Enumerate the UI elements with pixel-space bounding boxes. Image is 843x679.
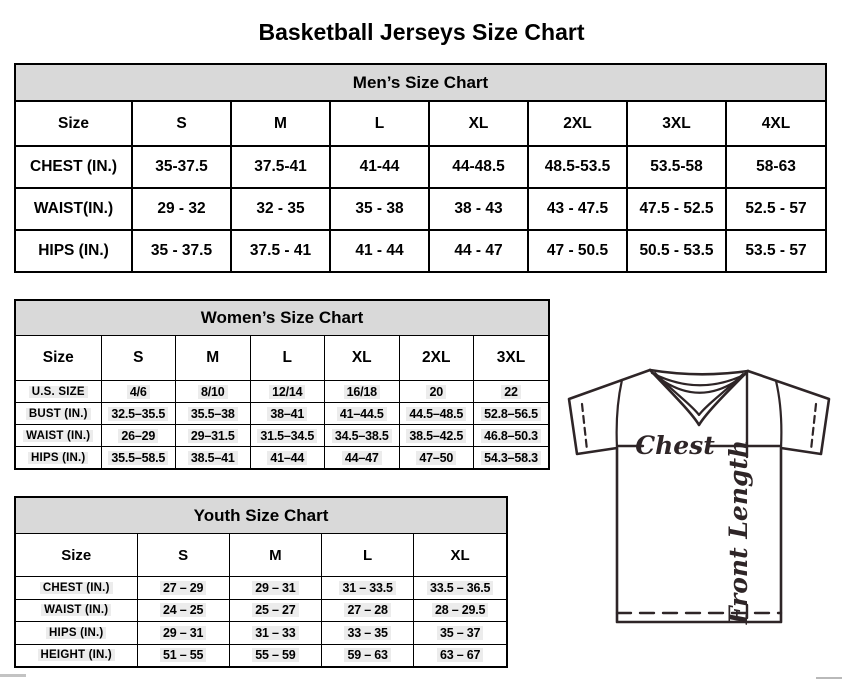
size-value-text: 32.5–35.5 — [108, 407, 168, 421]
size-value-cell — [132, 146, 231, 188]
row-label — [16, 230, 132, 271]
size-header-row — [16, 336, 548, 381]
size-value-text: 47–50 — [416, 451, 456, 465]
size-value-text: 35 - 37.5 — [150, 242, 213, 259]
size-value-cell — [176, 403, 251, 425]
row-label — [16, 447, 101, 469]
row-label-text: U.S. SIZE — [29, 386, 88, 398]
size-value-text: 24 – 25 — [160, 603, 206, 617]
row-label — [16, 403, 101, 425]
size-value-cell — [429, 230, 528, 271]
size-value-cell — [176, 381, 251, 403]
size-value-cell — [429, 188, 528, 230]
size-column-header: L — [330, 102, 429, 146]
size-value-text: 44 - 47 — [454, 242, 503, 259]
size-value-text: 32 - 35 — [256, 200, 305, 217]
size-value-cell — [325, 403, 400, 425]
size-value-text: 35 – 37 — [437, 626, 483, 640]
row-label — [16, 425, 101, 447]
size-value-text: 51 – 55 — [160, 648, 206, 662]
size-value-text: 48.5-53.5 — [544, 158, 611, 175]
size-value-cell — [627, 230, 726, 271]
size-value-text: 31 – 33.5 — [339, 581, 395, 595]
size-value-cell — [325, 425, 400, 447]
jersey-outline — [569, 370, 829, 622]
row-label — [16, 381, 101, 403]
measurement-row — [16, 622, 506, 645]
size-value-cell — [414, 599, 506, 622]
size-header-row — [16, 102, 825, 146]
size-value-text: 29–31.5 — [188, 429, 238, 443]
row-label-text: WAIST (IN.) — [41, 604, 111, 616]
measurement-row — [16, 447, 548, 469]
size-value-cell — [627, 146, 726, 188]
size-value-cell — [726, 188, 825, 230]
size-value-cell — [137, 644, 229, 666]
size-value-text: 55 – 59 — [252, 648, 298, 662]
size-value-cell — [137, 599, 229, 622]
size-value-text: 41-44 — [359, 158, 400, 175]
size-value-cell — [414, 622, 506, 645]
size-value-cell — [399, 381, 474, 403]
size-value-cell — [250, 425, 325, 447]
size-value-cell — [229, 599, 321, 622]
size-value-text: 35 - 38 — [355, 200, 404, 217]
size-value-text: 4/6 — [127, 385, 150, 399]
size-value-cell — [250, 403, 325, 425]
size-value-cell — [330, 146, 429, 188]
size-value-text: 33 – 35 — [344, 626, 390, 640]
size-value-cell — [322, 622, 414, 645]
front-length-label: Front Length — [724, 439, 753, 625]
size-column-header: 2XL — [399, 336, 474, 381]
size-value-cell — [474, 381, 549, 403]
size-value-cell — [231, 230, 330, 271]
measurement-row — [16, 230, 825, 271]
right-sleeve-seam — [776, 381, 781, 448]
chest-label: Chest — [635, 431, 715, 460]
row-label — [16, 644, 137, 666]
measurement-row — [16, 381, 548, 403]
womens-size-chart — [14, 299, 550, 470]
size-value-text: 50.5 - 53.5 — [639, 242, 714, 259]
size-value-text: 41–44 — [267, 451, 307, 465]
size-value-cell — [474, 403, 549, 425]
size-value-cell — [399, 447, 474, 469]
row-label-text: HIPS (IN.) — [38, 242, 109, 259]
size-column-header: XL — [429, 102, 528, 146]
size-value-cell — [132, 188, 231, 230]
size-value-text: 8/10 — [198, 385, 228, 399]
row-label — [16, 577, 137, 600]
size-value-cell — [132, 230, 231, 271]
size-column-header: XL — [414, 534, 506, 577]
size-value-cell — [627, 188, 726, 230]
size-value-cell — [414, 577, 506, 600]
size-value-cell — [325, 381, 400, 403]
size-value-text: 53.5 - 57 — [745, 242, 807, 259]
size-value-cell — [322, 599, 414, 622]
size-column-header: S — [101, 336, 176, 381]
size-value-text: 26–29 — [118, 429, 158, 443]
size-label-header: Size — [16, 102, 132, 146]
size-value-text: 22 — [501, 385, 521, 399]
size-value-text: 43 - 47.5 — [546, 200, 609, 217]
youth-size-chart — [14, 496, 508, 668]
size-column-header: S — [137, 534, 229, 577]
measurement-row — [16, 146, 825, 188]
size-value-text: 52.8–56.5 — [481, 407, 541, 421]
size-value-text: 41 - 44 — [355, 242, 404, 259]
row-label-text: WAIST (IN.) — [23, 430, 93, 442]
size-value-text: 31.5–34.5 — [257, 429, 317, 443]
measurement-row — [16, 425, 548, 447]
size-value-text: 38–41 — [267, 407, 307, 421]
row-label-text: HEIGHT (IN.) — [38, 649, 115, 661]
size-column-header: L — [322, 534, 414, 577]
size-label-header: Size — [16, 336, 101, 381]
size-value-text: 44–47 — [342, 451, 382, 465]
row-label — [16, 599, 137, 622]
size-value-cell — [429, 146, 528, 188]
size-column-header: 4XL — [726, 102, 825, 146]
size-column-header: 3XL — [627, 102, 726, 146]
size-value-text: 38.5–41 — [188, 451, 238, 465]
left-sleeve-seam — [617, 380, 622, 448]
size-value-cell — [414, 644, 506, 666]
size-value-text: 35.5–38 — [188, 407, 238, 421]
size-value-text: 27 – 28 — [344, 603, 390, 617]
size-value-text: 53.5-58 — [650, 158, 703, 175]
row-label — [16, 146, 132, 188]
size-value-text: 35-37.5 — [155, 158, 208, 175]
size-value-text: 63 – 67 — [437, 648, 483, 662]
row-label-text: HIPS (IN.) — [28, 452, 88, 464]
mens-size-chart — [14, 63, 827, 273]
size-value-cell — [726, 146, 825, 188]
size-value-text: 37.5-41 — [254, 158, 307, 175]
size-label-header: Size — [16, 534, 137, 577]
size-value-text: 38.5–42.5 — [406, 429, 466, 443]
row-label-text: WAIST(IN.) — [33, 200, 114, 217]
size-value-text: 33.5 – 36.5 — [427, 581, 493, 595]
size-value-text: 35.5–58.5 — [108, 451, 168, 465]
womens-size-table — [16, 336, 548, 468]
size-value-text: 44-48.5 — [452, 158, 505, 175]
youth-size-table — [16, 534, 506, 666]
size-value-cell — [231, 146, 330, 188]
size-value-cell — [229, 644, 321, 666]
size-value-cell — [250, 381, 325, 403]
size-value-cell — [528, 230, 627, 271]
size-value-text: 37.5 - 41 — [249, 242, 312, 259]
size-column-header: S — [132, 102, 231, 146]
left-cuff-stitch — [582, 404, 587, 450]
size-value-text: 41–44.5 — [337, 407, 387, 421]
size-value-cell — [231, 188, 330, 230]
row-label-text: CHEST (IN.) — [30, 158, 117, 175]
size-value-cell — [101, 425, 176, 447]
size-value-cell — [322, 644, 414, 666]
size-value-cell — [399, 425, 474, 447]
size-value-cell — [474, 425, 549, 447]
size-value-cell — [330, 188, 429, 230]
collar-top-line — [650, 370, 748, 374]
size-value-text: 47 - 50.5 — [546, 242, 609, 259]
size-value-text: 47.5 - 52.5 — [639, 200, 714, 217]
row-label-text: BUST (IN.) — [26, 408, 91, 420]
youth-chart-title: Youth Size Chart — [16, 498, 506, 534]
size-value-cell — [176, 447, 251, 469]
size-value-text: 38 - 43 — [454, 200, 503, 217]
size-column-header: M — [229, 534, 321, 577]
size-value-cell — [229, 622, 321, 645]
row-label-text: CHEST (IN.) — [40, 582, 113, 594]
measurement-row — [16, 403, 548, 425]
measurement-row — [16, 188, 825, 230]
size-value-text: 12/14 — [269, 385, 305, 399]
size-value-text: 46.8–50.3 — [481, 429, 541, 443]
size-value-cell — [528, 146, 627, 188]
size-value-text: 52.5 - 57 — [745, 200, 807, 217]
size-column-header: XL — [325, 336, 400, 381]
mens-size-table — [16, 102, 825, 271]
size-value-cell — [101, 403, 176, 425]
size-value-cell — [726, 230, 825, 271]
size-value-cell — [176, 425, 251, 447]
size-column-header: L — [250, 336, 325, 381]
size-value-cell — [229, 577, 321, 600]
measurement-row — [16, 599, 506, 622]
size-value-text: 44.5–48.5 — [406, 407, 466, 421]
size-value-cell — [137, 577, 229, 600]
size-value-text: 54.3–58.3 — [481, 451, 541, 465]
row-label — [16, 622, 137, 645]
size-value-text: 28 – 29.5 — [432, 603, 488, 617]
size-value-cell — [101, 447, 176, 469]
size-value-text: 25 – 27 — [252, 603, 298, 617]
size-value-text: 34.5–38.5 — [332, 429, 392, 443]
size-value-cell — [399, 403, 474, 425]
womens-chart-title: Women’s Size Chart — [16, 301, 548, 336]
size-value-text: 29 – 31 — [252, 581, 298, 595]
size-column-header: M — [231, 102, 330, 146]
size-value-text: 27 – 29 — [160, 581, 206, 595]
size-column-header: 3XL — [474, 336, 549, 381]
page-title: Basketball Jerseys Size Chart — [258, 19, 585, 46]
size-value-cell — [474, 447, 549, 469]
size-value-text: 16/18 — [344, 385, 380, 399]
size-value-text: 29 - 32 — [157, 200, 206, 217]
size-value-cell — [330, 230, 429, 271]
row-label-text: HIPS (IN.) — [46, 627, 106, 639]
size-value-cell — [325, 447, 400, 469]
measurement-row — [16, 577, 506, 600]
size-value-cell — [322, 577, 414, 600]
row-label — [16, 188, 132, 230]
measurement-row — [16, 644, 506, 666]
size-value-text: 20 — [426, 385, 446, 399]
size-column-header: 2XL — [528, 102, 627, 146]
right-cuff-stitch — [811, 404, 816, 450]
size-value-cell — [137, 622, 229, 645]
jersey-diagram-icon — [557, 357, 841, 679]
size-value-text: 59 – 63 — [344, 648, 390, 662]
size-column-header: M — [176, 336, 251, 381]
mens-chart-title: Men’s Size Chart — [16, 65, 825, 102]
size-value-text: 29 – 31 — [160, 626, 206, 640]
size-value-cell — [101, 381, 176, 403]
size-value-cell — [528, 188, 627, 230]
size-value-text: 58-63 — [756, 158, 796, 175]
size-header-row — [16, 534, 506, 577]
size-value-cell — [250, 447, 325, 469]
size-value-text: 31 – 33 — [252, 626, 298, 640]
scrollbar-fragment-left[interactable] — [0, 674, 26, 677]
